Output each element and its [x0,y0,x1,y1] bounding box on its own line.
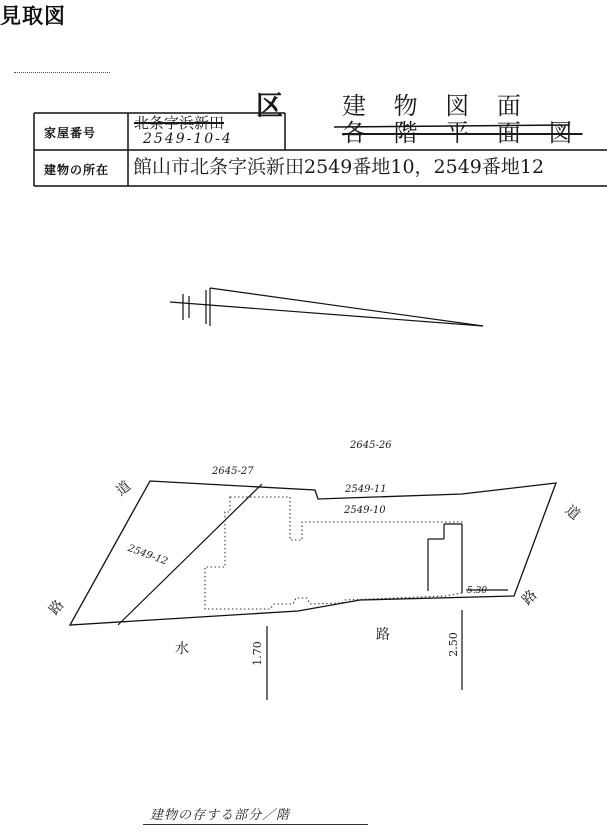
house-number-label: 家屋番号 [44,126,97,140]
waterway-label-2: 路 [376,627,390,643]
road-right-bottom: 路 [519,587,541,609]
north-arrow [170,288,483,326]
dimension-right-label: 2.50 [446,632,460,657]
road-left-top: 道 [113,478,135,500]
location-value: 館山市北条字浜新田2549番地10，2549番地12 [133,156,545,178]
lot-label-2549-11: 2549-11 [345,484,387,495]
lot-label-2549-12: 2549-12 [126,543,170,568]
location-label: 建物の所在 [44,163,110,177]
road-left-bottom: 路 [46,597,68,619]
dimension-left-label: 1.70 [250,641,264,666]
building-footprint-dotted [205,497,462,609]
lot-label-2645-26: 2645-26 [350,440,392,451]
lot-label-2645-27: 2645-27 [212,466,254,477]
house-number-value: 2549-10-4 [143,131,233,147]
footer-note: 建物の存する部分／階 [150,808,291,823]
page-title: 見取図 [0,4,66,28]
building-solid-part [428,524,462,593]
ku-mark: 区 [256,91,283,122]
house-number-struck: 北条字浜新田 [134,114,225,132]
dimension-corner-label: 5.30 [467,586,488,596]
lot-label-2549-10: 2549-10 [344,505,386,516]
footer-underline [143,824,368,825]
title-line1: 建 物 図 面 [342,92,531,120]
waterway-label-1: 水 [175,641,189,657]
road-right-top: 道 [561,502,583,524]
dimension-lines [267,590,508,700]
title-line2: 各 階 平 面 図 [342,119,583,147]
